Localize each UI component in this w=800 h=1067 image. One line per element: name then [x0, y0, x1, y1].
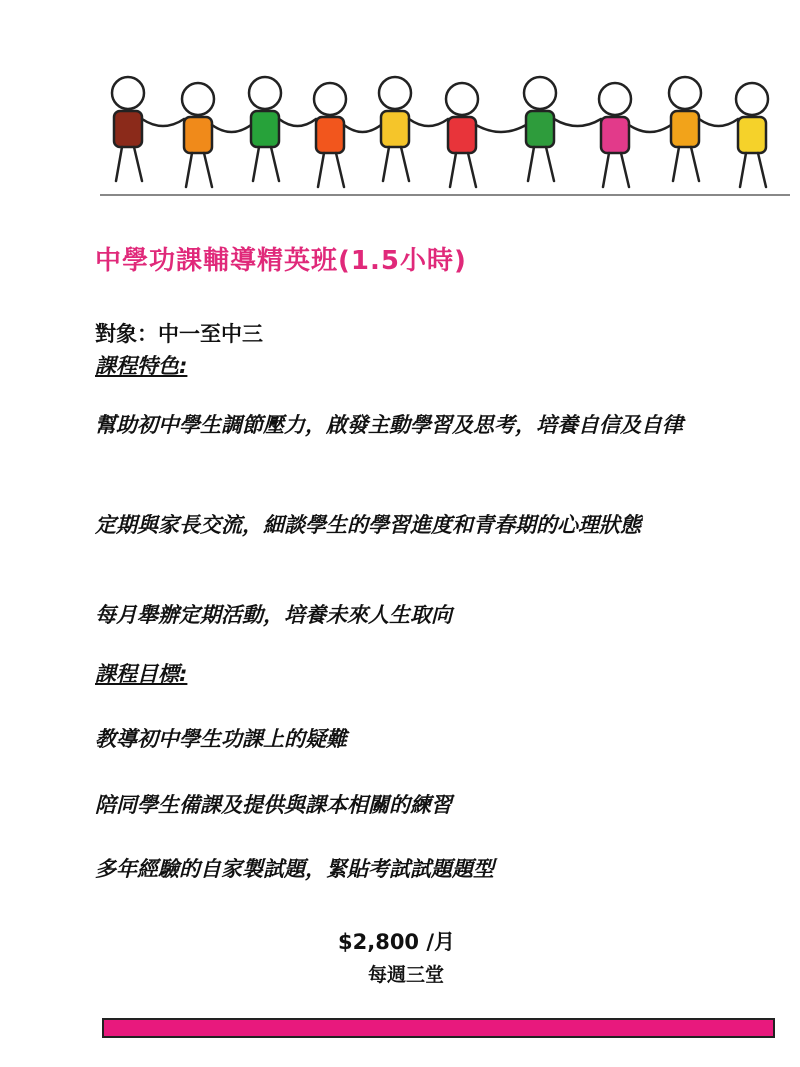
target-audience: 對象：中一至中三	[95, 322, 263, 346]
feature-item: 幫助初中學生調節壓力，啟發主動學習及思考，培養自信及自律	[95, 413, 683, 437]
monthly-price: $2,800 /月	[338, 930, 456, 954]
footer-bar	[102, 1018, 775, 1038]
goal-item: 陪同學生備課及提供與課本相關的練習	[95, 793, 452, 817]
feature-item: 定期與家長交流，細談學生的學習進度和青春期的心理狀態	[95, 513, 641, 537]
goals-heading: 課程目標:	[95, 662, 188, 686]
goal-item: 多年經驗的自家製試題，緊貼考試試題題型	[95, 857, 494, 881]
feature-item: 每月舉辦定期活動，培養未來人生取向	[95, 603, 452, 627]
page-title: 中學功課輔導精英班(1.5小時)	[95, 246, 467, 276]
children-holding-hands-illustration	[100, 55, 790, 205]
goal-item: 教導初中學生功課上的疑難	[95, 727, 347, 751]
lesson-frequency: 每週三堂	[368, 964, 445, 986]
features-heading: 課程特色:	[95, 354, 188, 378]
